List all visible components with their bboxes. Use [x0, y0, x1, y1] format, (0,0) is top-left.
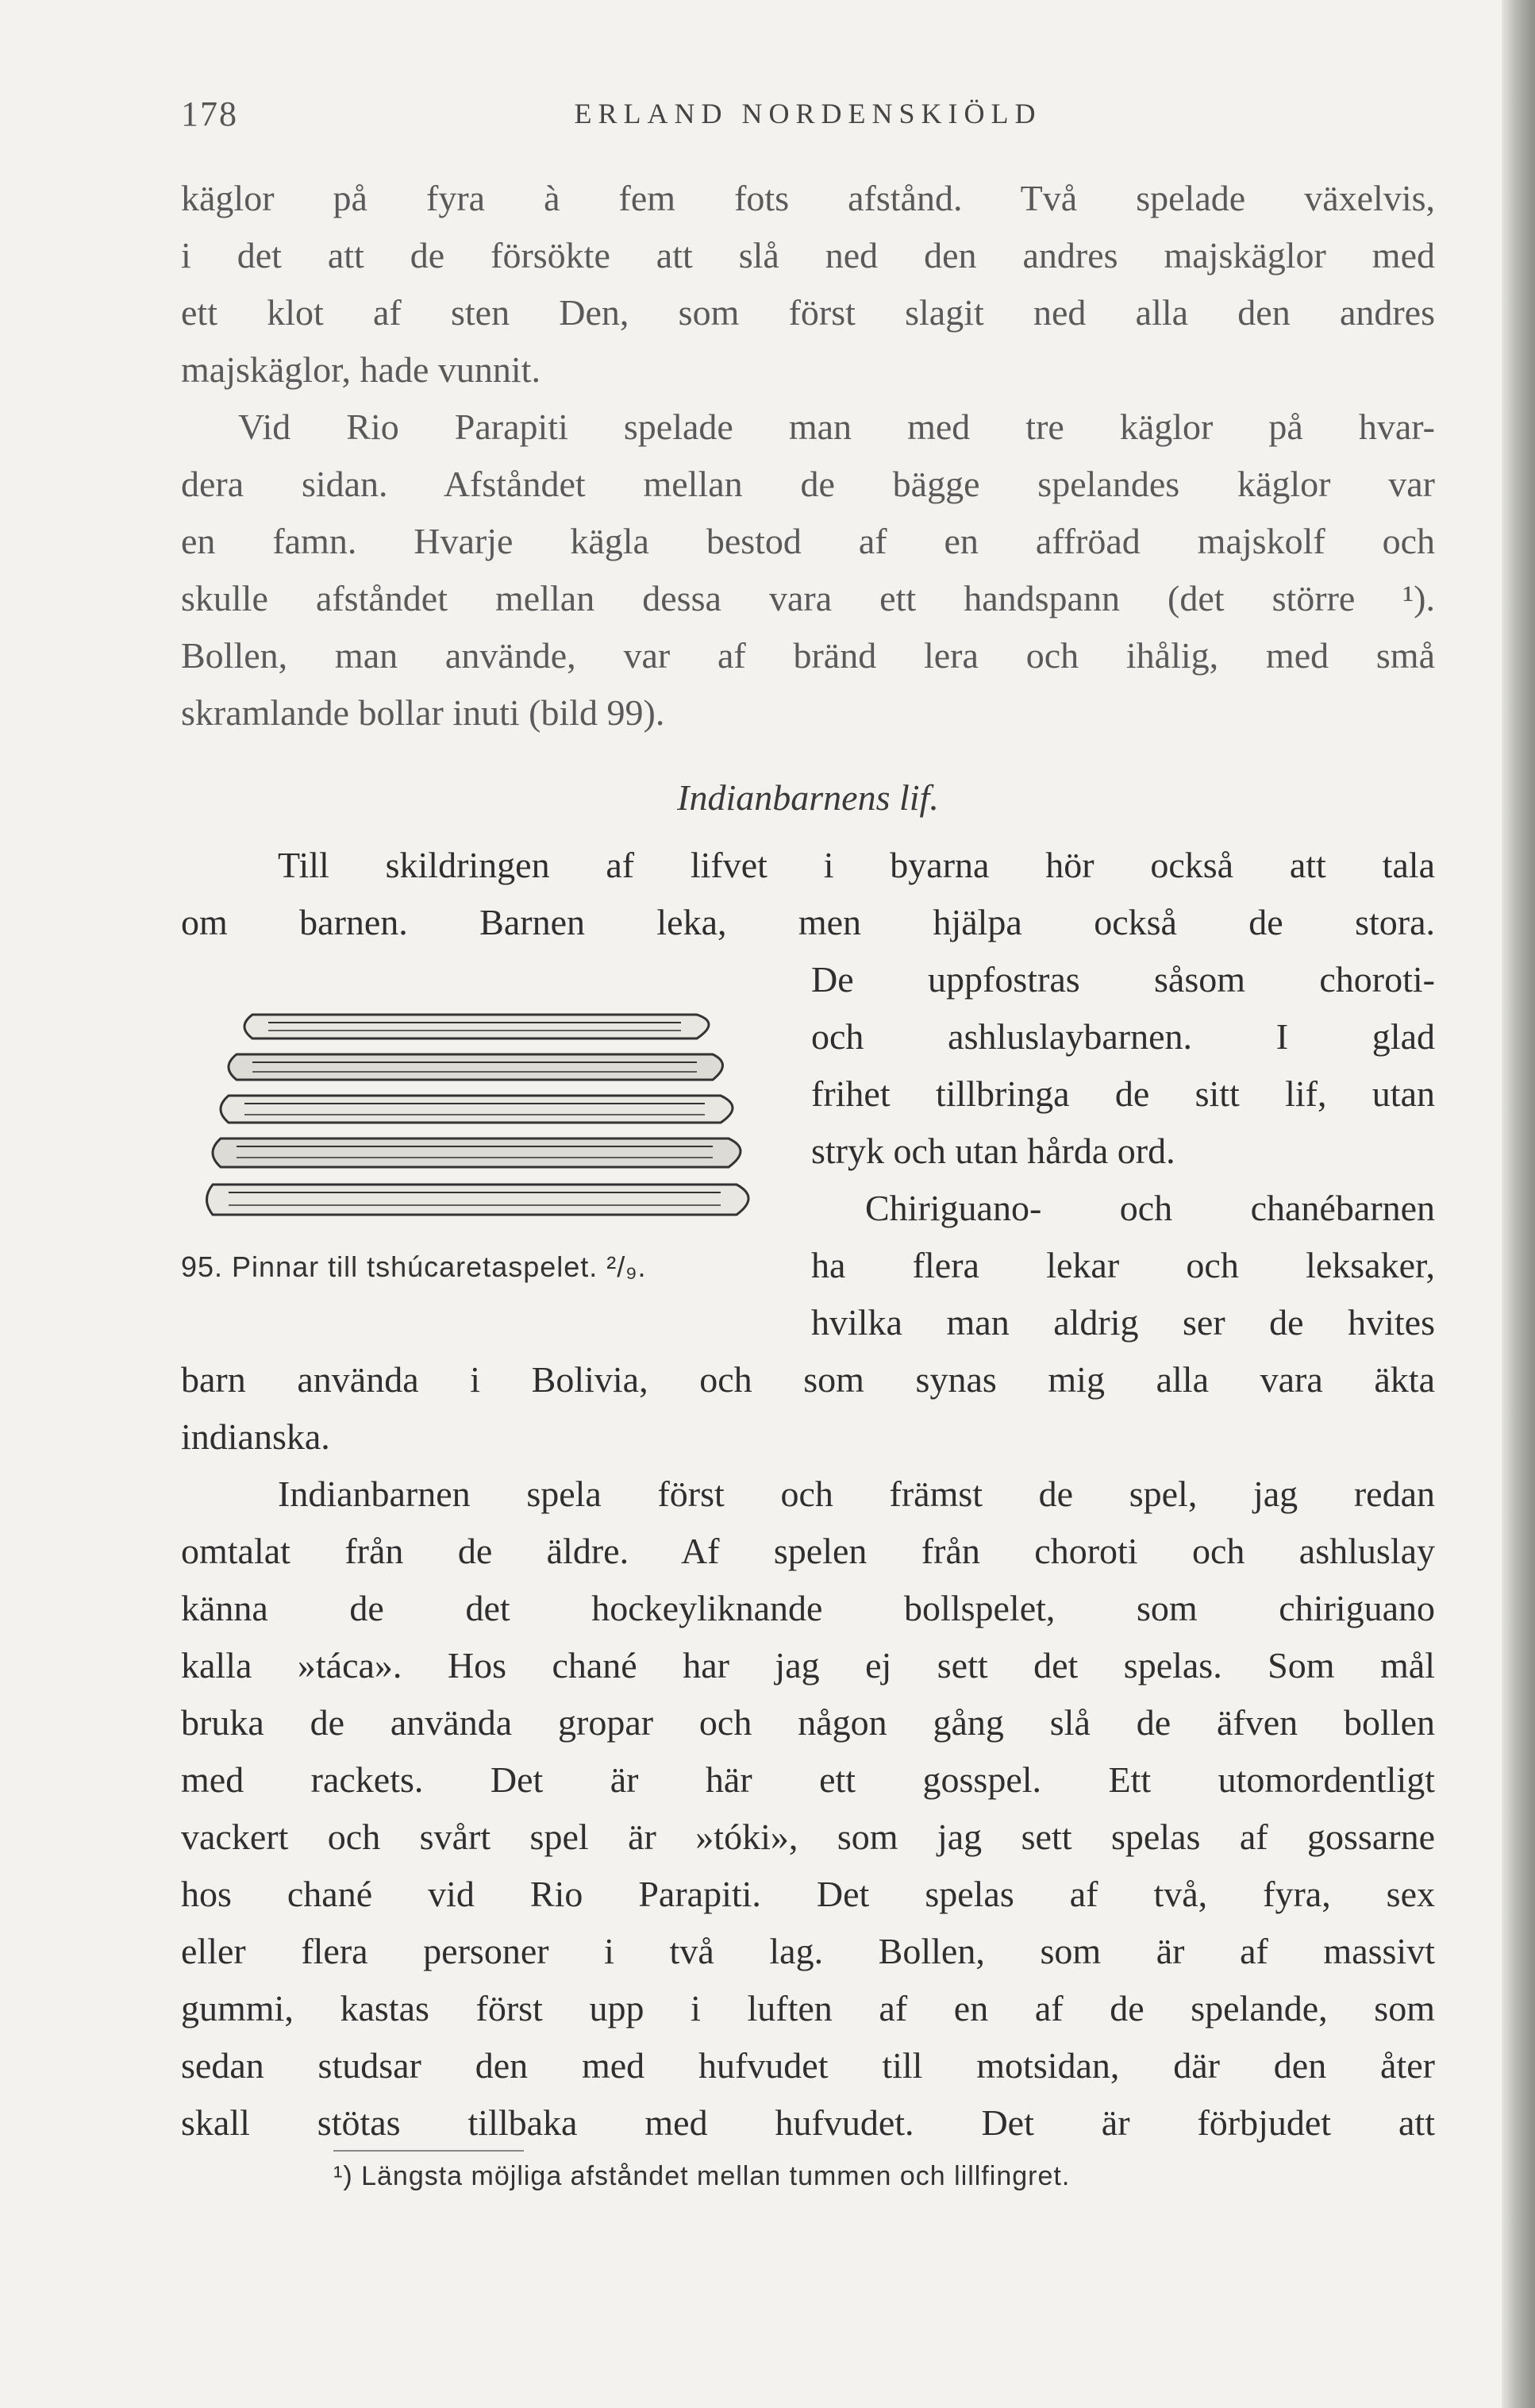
footnote: ¹) Längsta möjliga afståndet mellan tummen och lillfingret. [333, 2161, 1071, 2191]
text-line: och ashluslaybarnen. I glad [811, 1016, 1435, 1057]
text-line: skramlande bollar inuti (bild 99). [181, 692, 665, 733]
text-line: Chiriguano- och chanébarnen [865, 1188, 1435, 1228]
text-line: ha flera lekar och leksaker, [811, 1245, 1435, 1285]
text-line: i det att de försökte att slå ned den andres majskäglor med [181, 235, 1435, 275]
page-number: 178 [181, 94, 238, 133]
text-line: skall stötas tillbaka med hufvudet. Det är förbjudet att [181, 2102, 1435, 2143]
text-line: majskäglor, hade vunnit. [181, 349, 541, 390]
text-line: kalla »táca». Hos chané har jag ej sett det spelas. Som mål [181, 1645, 1435, 1686]
text-line: omtalat från de äldre. Af spelen från choroti och ashluslay [181, 1531, 1435, 1571]
text-line: bruka de använda gropar och någon gång slå de äfven bollen [181, 1702, 1435, 1743]
text-line: stryk och utan hårda ord. [811, 1131, 1175, 1171]
text-line: skulle afståndet mellan dessa vara ett handspann (det större ¹). [181, 578, 1435, 618]
text-line: gummi, kastas först upp i luften af en af de spelande, som [181, 1988, 1435, 2028]
section-heading: Indianbarnens lif. [677, 777, 939, 818]
text-line: ett klot af sten Den, som först slagit ned alla den andres [181, 292, 1435, 333]
text-line: en famn. Hvarje kägla bestod af en affröad majskolf och [181, 521, 1435, 561]
text-line: känna de det hockeyliknande bollspelet, som chiriguano [181, 1588, 1435, 1628]
text-line: vackert och svårt spel är »tóki», som jag sett spelas af gossarne [181, 1817, 1435, 1857]
text-line: barn använda i Bolivia, och som synas mig alla vara äkta [181, 1359, 1435, 1400]
text-line: frihet tillbringa de sitt lif, utan [811, 1073, 1435, 1114]
text-line: hvilka man aldrig ser de hvites [811, 1302, 1435, 1343]
page-header [181, 94, 1435, 141]
text-line: sedan studsar den med hufvudet till motsidan, där den åter [181, 2045, 1435, 2086]
text-line: Bollen, man använde, var af bränd lera och ihålig, med små [181, 635, 1435, 676]
text-line: om barnen. Barnen leka, men hjälpa också de stora. [181, 902, 1435, 942]
figure-caption: 95. Pinnar till tshúcaretaspelet. ²/₉. [181, 1250, 647, 1283]
text-line: De uppfostras såsom choroti- [811, 959, 1435, 1000]
sticks-illustration [205, 999, 760, 1241]
text-line: Till skildringen af lifvet i byarna hör också att tala [278, 845, 1435, 885]
text-line: dera sidan. Afståndet mellan de bägge spelandes käglor var [181, 464, 1435, 504]
footnote-rule [333, 2150, 524, 2152]
text-line: med rackets. Det är här ett gosspel. Ett utomordentligt [181, 1759, 1435, 1800]
text-line: hos chané vid Rio Parapiti. Det spelas af två, fyra, sex [181, 1874, 1435, 1914]
text-line: käglor på fyra à fem fots afstånd. Två spelade växelvis, [181, 178, 1435, 218]
text-line: Indianbarnen spela först och främst de spel, jag redan [278, 1474, 1435, 1514]
text-line: indianska. [181, 1416, 330, 1457]
text-line: eller flera personer i två lag. Bollen, som är af massivt [181, 1931, 1435, 1971]
text-line: Vid Rio Parapiti spelade man med tre käglor på hvar- [238, 406, 1435, 447]
page-edge [1502, 0, 1535, 2408]
running-head: ERLAND NORDENSKIÖLD [574, 98, 1042, 129]
